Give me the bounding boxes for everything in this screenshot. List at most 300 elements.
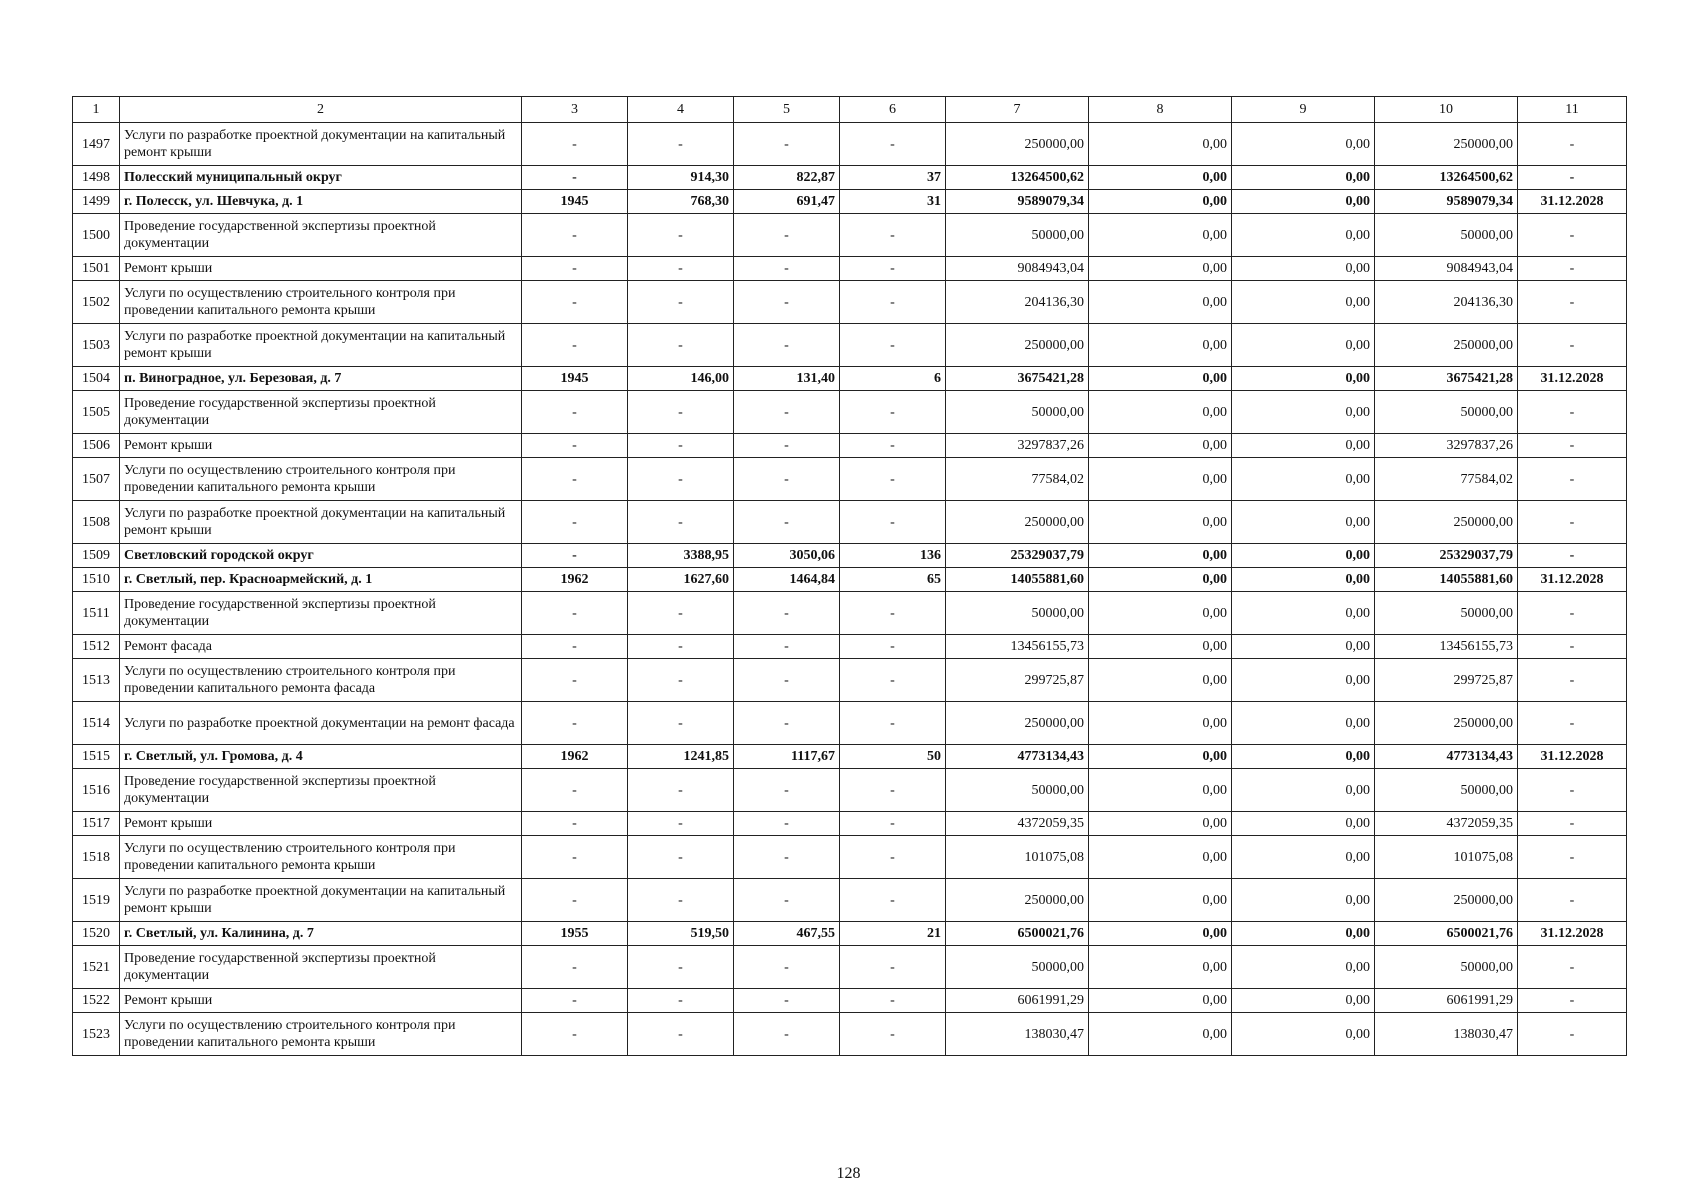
table-row [73,501,1627,544]
cell-area-total: - [628,391,734,434]
table-row-group [73,166,1627,190]
cell-area-living: - [734,812,840,836]
table-row [73,391,1627,434]
cell-year: - [522,1013,628,1056]
cell-total-cost: 3297837,26 [946,434,1089,458]
cell-regional: 0,00 [1232,123,1375,166]
row-number: 1511 [73,592,120,635]
column-header: 9 [1232,97,1375,123]
row-name: п. Виноградное, ул. Березовая, д. 7 [120,367,522,391]
cell-deadline: - [1518,166,1627,190]
cell-owners: 4372059,35 [1375,812,1518,836]
cell-federal: 0,00 [1089,946,1232,989]
row-name: Ремонт фасада [120,635,522,659]
cell-total-cost: 50000,00 [946,946,1089,989]
cell-residents: - [840,458,946,501]
cell-deadline: - [1518,544,1627,568]
cell-area-living: - [734,434,840,458]
row-number: 1515 [73,745,120,769]
table-row [73,836,1627,879]
cell-owners: 101075,08 [1375,836,1518,879]
cell-deadline: - [1518,501,1627,544]
cell-regional: 0,00 [1232,166,1375,190]
cell-year: 1945 [522,190,628,214]
cell-total-cost: 3675421,28 [946,367,1089,391]
cell-owners: 6500021,76 [1375,922,1518,946]
cell-owners: 50000,00 [1375,391,1518,434]
cell-year: - [522,434,628,458]
column-header: 6 [840,97,946,123]
row-name: Ремонт крыши [120,812,522,836]
cell-federal: 0,00 [1089,391,1232,434]
cell-area-total: - [628,812,734,836]
cell-total-cost: 250000,00 [946,879,1089,922]
cell-regional: 0,00 [1232,702,1375,745]
cell-year: - [522,391,628,434]
cell-total-cost: 204136,30 [946,281,1089,324]
cell-area-total: - [628,214,734,257]
cell-residents: - [840,812,946,836]
cell-area-living: - [734,391,840,434]
row-name: Услуги по осуществлению строительного контроля при проведении капитального ремонта крыши [120,281,522,324]
cell-owners: 3675421,28 [1375,367,1518,391]
cell-residents: - [840,324,946,367]
table-row [73,879,1627,922]
table-row [73,635,1627,659]
row-number: 1508 [73,501,120,544]
row-number: 1512 [73,635,120,659]
column-header: 2 [120,97,522,123]
cell-federal: 0,00 [1089,166,1232,190]
cell-residents: - [840,391,946,434]
table-row-group [73,190,1627,214]
row-name: Ремонт крыши [120,257,522,281]
cell-total-cost: 9084943,04 [946,257,1089,281]
data-table [72,96,1627,1056]
row-name: Услуги по осуществлению строительного контроля при проведении капитального ремонта крыши [120,458,522,501]
cell-year: - [522,257,628,281]
cell-area-living: - [734,769,840,812]
row-number: 1497 [73,123,120,166]
cell-area-living: - [734,1013,840,1056]
row-name: Услуги по разработке проектной документации на капитальный ремонт крыши [120,501,522,544]
cell-area-living: - [734,989,840,1013]
cell-owners: 9589079,34 [1375,190,1518,214]
row-name: Проведение государственной экспертизы проектной документации [120,946,522,989]
row-number: 1506 [73,434,120,458]
cell-federal: 0,00 [1089,501,1232,544]
cell-regional: 0,00 [1232,458,1375,501]
cell-deadline: - [1518,281,1627,324]
table-row-group [73,922,1627,946]
cell-residents: 21 [840,922,946,946]
cell-residents: - [840,501,946,544]
table-body [73,97,1627,1056]
row-number: 1513 [73,659,120,702]
cell-owners: 9084943,04 [1375,257,1518,281]
cell-owners: 250000,00 [1375,324,1518,367]
cell-owners: 77584,02 [1375,458,1518,501]
cell-area-total: 768,30 [628,190,734,214]
cell-area-total: - [628,257,734,281]
row-number: 1518 [73,836,120,879]
cell-owners: 3297837,26 [1375,434,1518,458]
column-header: 7 [946,97,1089,123]
cell-federal: 0,00 [1089,1013,1232,1056]
cell-area-total: - [628,1013,734,1056]
cell-regional: 0,00 [1232,190,1375,214]
column-header: 11 [1518,97,1627,123]
table-row-group [73,544,1627,568]
cell-residents: - [840,214,946,257]
cell-area-total: - [628,501,734,544]
row-name: Проведение государственной экспертизы проектной документации [120,769,522,812]
cell-year: - [522,989,628,1013]
cell-residents: 6 [840,367,946,391]
cell-area-living: 1464,84 [734,568,840,592]
cell-federal: 0,00 [1089,434,1232,458]
cell-total-cost: 250000,00 [946,123,1089,166]
cell-total-cost: 50000,00 [946,592,1089,635]
cell-total-cost: 13264500,62 [946,166,1089,190]
cell-area-living: 131,40 [734,367,840,391]
cell-total-cost: 77584,02 [946,458,1089,501]
row-number: 1514 [73,702,120,745]
cell-owners: 13456155,73 [1375,635,1518,659]
table-row [73,659,1627,702]
cell-federal: 0,00 [1089,769,1232,812]
cell-total-cost: 13456155,73 [946,635,1089,659]
row-name: Услуги по осуществлению строительного контроля при проведении капитального ремонта крыши [120,836,522,879]
cell-area-living: - [734,324,840,367]
cell-year: - [522,879,628,922]
cell-area-living: - [734,635,840,659]
row-name: Ремонт крыши [120,434,522,458]
cell-owners: 50000,00 [1375,946,1518,989]
cell-area-living: - [734,123,840,166]
cell-area-total: - [628,458,734,501]
cell-year: - [522,635,628,659]
cell-owners: 50000,00 [1375,769,1518,812]
cell-year: - [522,214,628,257]
table-row-group [73,745,1627,769]
row-number: 1523 [73,1013,120,1056]
cell-residents: - [840,635,946,659]
column-header: 8 [1089,97,1232,123]
cell-area-living: 691,47 [734,190,840,214]
cell-residents: - [840,879,946,922]
cell-year: 1955 [522,922,628,946]
row-number: 1500 [73,214,120,257]
cell-deadline: - [1518,1013,1627,1056]
cell-owners: 250000,00 [1375,501,1518,544]
cell-residents: - [840,989,946,1013]
cell-federal: 0,00 [1089,879,1232,922]
cell-regional: 0,00 [1232,568,1375,592]
cell-area-total: 519,50 [628,922,734,946]
cell-deadline: - [1518,879,1627,922]
cell-residents: 65 [840,568,946,592]
cell-year: - [522,812,628,836]
cell-deadline: - [1518,458,1627,501]
cell-owners: 4773134,43 [1375,745,1518,769]
cell-area-living: - [734,501,840,544]
cell-residents: - [840,702,946,745]
cell-residents: 31 [840,190,946,214]
cell-total-cost: 6500021,76 [946,922,1089,946]
cell-owners: 50000,00 [1375,214,1518,257]
cell-area-total: - [628,635,734,659]
cell-federal: 0,00 [1089,922,1232,946]
cell-regional: 0,00 [1232,879,1375,922]
cell-total-cost: 250000,00 [946,324,1089,367]
cell-area-living: 822,87 [734,166,840,190]
cell-year: 1962 [522,745,628,769]
cell-area-total: - [628,434,734,458]
cell-residents: - [840,434,946,458]
cell-owners: 13264500,62 [1375,166,1518,190]
cell-area-living: - [734,257,840,281]
cell-area-living: - [734,458,840,501]
cell-area-total: 914,30 [628,166,734,190]
row-number: 1510 [73,568,120,592]
row-number: 1498 [73,166,120,190]
cell-federal: 0,00 [1089,281,1232,324]
table-row [73,324,1627,367]
cell-deadline: 31.12.2028 [1518,367,1627,391]
cell-deadline: - [1518,659,1627,702]
column-header: 1 [73,97,120,123]
cell-year: - [522,544,628,568]
cell-year: - [522,324,628,367]
cell-year: - [522,501,628,544]
cell-deadline: - [1518,812,1627,836]
cell-deadline: - [1518,324,1627,367]
cell-area-total: - [628,769,734,812]
cell-federal: 0,00 [1089,635,1232,659]
cell-area-total: - [628,946,734,989]
cell-area-total: - [628,592,734,635]
table-row-group [73,367,1627,391]
cell-owners: 50000,00 [1375,592,1518,635]
cell-total-cost: 299725,87 [946,659,1089,702]
row-name: Проведение государственной экспертизы проектной документации [120,214,522,257]
row-number: 1520 [73,922,120,946]
cell-residents: - [840,769,946,812]
cell-regional: 0,00 [1232,592,1375,635]
cell-owners: 6061991,29 [1375,989,1518,1013]
cell-owners: 299725,87 [1375,659,1518,702]
cell-regional: 0,00 [1232,544,1375,568]
cell-regional: 0,00 [1232,745,1375,769]
table-row [73,434,1627,458]
cell-federal: 0,00 [1089,989,1232,1013]
cell-regional: 0,00 [1232,367,1375,391]
cell-area-total: 1627,60 [628,568,734,592]
cell-area-living: - [734,702,840,745]
cell-federal: 0,00 [1089,257,1232,281]
row-number: 1516 [73,769,120,812]
table-row [73,989,1627,1013]
cell-owners: 138030,47 [1375,1013,1518,1056]
cell-regional: 0,00 [1232,989,1375,1013]
cell-total-cost: 101075,08 [946,836,1089,879]
cell-regional: 0,00 [1232,434,1375,458]
cell-deadline: - [1518,702,1627,745]
cell-year: - [522,458,628,501]
cell-regional: 0,00 [1232,812,1375,836]
cell-area-total: 1241,85 [628,745,734,769]
cell-federal: 0,00 [1089,544,1232,568]
row-name: г. Светлый, ул. Громова, д. 4 [120,745,522,769]
cell-area-total: 3388,95 [628,544,734,568]
cell-residents: - [840,1013,946,1056]
cell-federal: 0,00 [1089,592,1232,635]
table-row [73,812,1627,836]
cell-area-living: - [734,946,840,989]
cell-year: - [522,659,628,702]
row-number: 1519 [73,879,120,922]
cell-year: - [522,592,628,635]
cell-federal: 0,00 [1089,324,1232,367]
table-row [73,946,1627,989]
cell-residents: 37 [840,166,946,190]
row-name: Ремонт крыши [120,989,522,1013]
cell-federal: 0,00 [1089,123,1232,166]
column-header: 10 [1375,97,1518,123]
row-number: 1504 [73,367,120,391]
row-name: Проведение государственной экспертизы проектной документации [120,592,522,635]
cell-year: - [522,123,628,166]
cell-area-living: - [734,214,840,257]
row-name: Проведение государственной экспертизы проектной документации [120,391,522,434]
cell-year: - [522,281,628,324]
header-row [73,97,1627,123]
cell-federal: 0,00 [1089,702,1232,745]
cell-area-total: - [628,879,734,922]
cell-total-cost: 25329037,79 [946,544,1089,568]
cell-residents: - [840,659,946,702]
table-row [73,214,1627,257]
cell-residents: - [840,123,946,166]
cell-area-total: - [628,989,734,1013]
table-row-group [73,568,1627,592]
cell-residents: 136 [840,544,946,568]
table-row [73,123,1627,166]
table-row [73,702,1627,745]
table-row [73,1013,1627,1056]
cell-area-living: - [734,836,840,879]
row-number: 1517 [73,812,120,836]
cell-area-living: 467,55 [734,922,840,946]
cell-deadline: - [1518,434,1627,458]
cell-federal: 0,00 [1089,214,1232,257]
cell-total-cost: 50000,00 [946,214,1089,257]
cell-owners: 250000,00 [1375,123,1518,166]
cell-deadline: - [1518,635,1627,659]
table-row [73,257,1627,281]
cell-area-total: - [628,659,734,702]
row-name: Услуги по осуществлению строительного контроля при проведении капитального ремонта фасада [120,659,522,702]
cell-total-cost: 14055881,60 [946,568,1089,592]
cell-federal: 0,00 [1089,367,1232,391]
cell-deadline: - [1518,989,1627,1013]
cell-federal: 0,00 [1089,836,1232,879]
cell-regional: 0,00 [1232,836,1375,879]
cell-residents: - [840,257,946,281]
column-header: 5 [734,97,840,123]
table-row [73,769,1627,812]
cell-deadline: - [1518,946,1627,989]
cell-federal: 0,00 [1089,568,1232,592]
cell-deadline: 31.12.2028 [1518,190,1627,214]
row-number: 1507 [73,458,120,501]
cell-year: - [522,702,628,745]
cell-area-total: - [628,702,734,745]
cell-owners: 25329037,79 [1375,544,1518,568]
cell-regional: 0,00 [1232,391,1375,434]
row-number: 1503 [73,324,120,367]
cell-regional: 0,00 [1232,257,1375,281]
cell-deadline: 31.12.2028 [1518,745,1627,769]
cell-deadline: - [1518,592,1627,635]
cell-deadline: - [1518,391,1627,434]
cell-area-living: - [734,879,840,922]
page-number: 128 [836,1165,861,1182]
cell-owners: 250000,00 [1375,702,1518,745]
cell-regional: 0,00 [1232,635,1375,659]
cell-area-living: - [734,281,840,324]
cell-deadline: - [1518,836,1627,879]
cell-regional: 0,00 [1232,946,1375,989]
table-row [73,592,1627,635]
cell-deadline: - [1518,123,1627,166]
cell-owners: 204136,30 [1375,281,1518,324]
cell-year: 1945 [522,367,628,391]
cell-year: - [522,946,628,989]
cell-area-total: - [628,324,734,367]
cell-total-cost: 9589079,34 [946,190,1089,214]
cell-total-cost: 6061991,29 [946,989,1089,1013]
cell-total-cost: 4773134,43 [946,745,1089,769]
table-row [73,281,1627,324]
cell-area-living: - [734,659,840,702]
cell-area-living: 3050,06 [734,544,840,568]
cell-total-cost: 50000,00 [946,391,1089,434]
row-number: 1522 [73,989,120,1013]
cell-residents: - [840,592,946,635]
cell-deadline: - [1518,769,1627,812]
row-name: г. Светлый, пер. Красноармейский, д. 1 [120,568,522,592]
cell-federal: 0,00 [1089,659,1232,702]
cell-owners: 250000,00 [1375,879,1518,922]
cell-total-cost: 50000,00 [946,769,1089,812]
cell-federal: 0,00 [1089,745,1232,769]
cell-regional: 0,00 [1232,324,1375,367]
cell-regional: 0,00 [1232,214,1375,257]
cell-area-total: - [628,836,734,879]
row-name: Светловский городской округ [120,544,522,568]
cell-residents: - [840,281,946,324]
table-row [73,458,1627,501]
row-name: Услуги по осуществлению строительного контроля при проведении капитального ремонта крыши [120,1013,522,1056]
cell-total-cost: 250000,00 [946,501,1089,544]
row-name: Услуги по разработке проектной документации на капитальный ремонт крыши [120,123,522,166]
cell-total-cost: 4372059,35 [946,812,1089,836]
cell-owners: 14055881,60 [1375,568,1518,592]
row-name: г. Полесск, ул. Шевчука, д. 1 [120,190,522,214]
cell-federal: 0,00 [1089,812,1232,836]
